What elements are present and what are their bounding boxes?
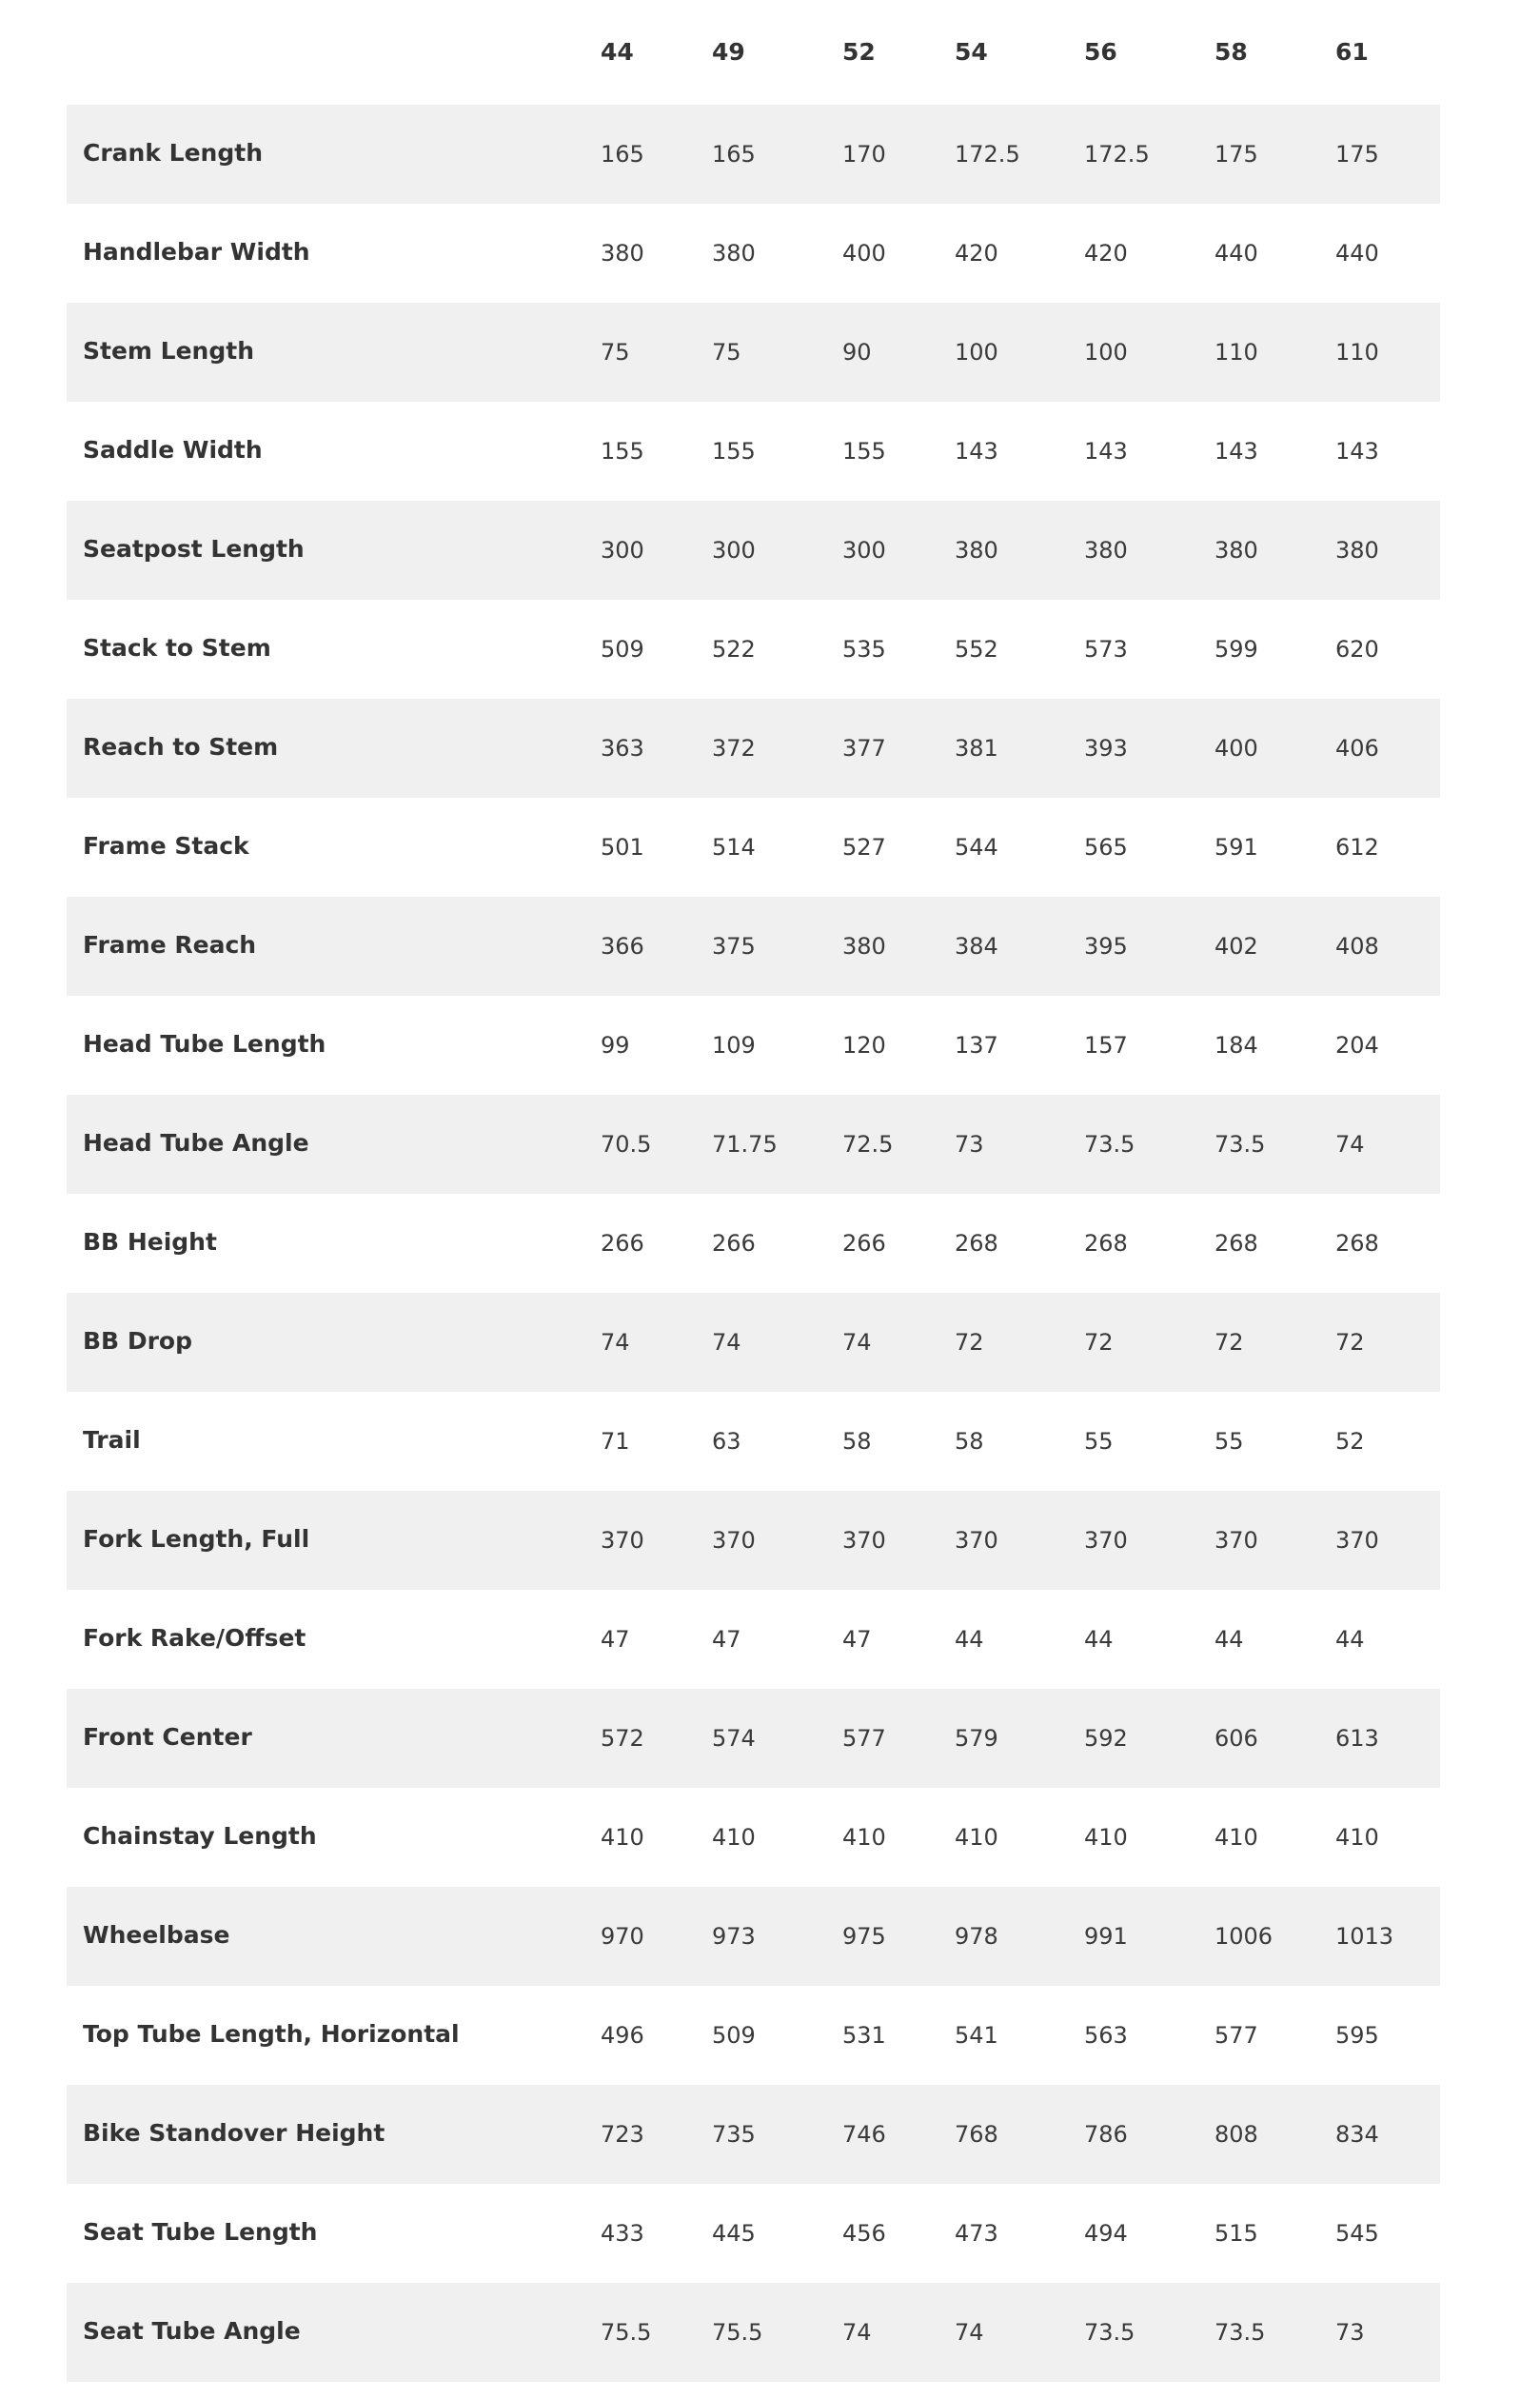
row-value: 531 [842, 2022, 886, 2049]
row-value: 473 [955, 2220, 998, 2247]
row-value: 165 [712, 141, 756, 168]
table-row [67, 1392, 1440, 1491]
row-value: 58 [842, 1428, 872, 1455]
table-row [67, 1788, 1440, 1887]
row-value: 266 [601, 1230, 644, 1257]
row-value: 155 [842, 438, 886, 465]
row-value: 768 [955, 2121, 998, 2148]
row-value: 406 [1335, 735, 1379, 762]
row-label: Stem Length [83, 336, 254, 365]
row-value: 109 [712, 1032, 756, 1059]
row-value: 72 [1214, 1329, 1244, 1356]
row-label: Top Tube Length, Horizontal [83, 2019, 460, 2048]
row-value: 44 [1335, 1626, 1365, 1653]
row-value: 440 [1335, 240, 1379, 267]
row-value: 380 [842, 933, 886, 960]
size-header: 44 [601, 38, 634, 66]
row-value: 408 [1335, 933, 1379, 960]
row-value: 137 [955, 1032, 998, 1059]
row-value: 73 [1335, 2319, 1365, 2346]
row-label: Fork Length, Full [83, 1524, 310, 1553]
row-label: Head Tube Angle [83, 1128, 309, 1157]
row-value: 175 [1214, 141, 1258, 168]
row-value: 735 [712, 2121, 756, 2148]
row-value: 268 [955, 1230, 998, 1257]
row-value: 120 [842, 1032, 886, 1059]
row-value: 410 [1335, 1824, 1379, 1851]
row-value: 175 [1335, 141, 1379, 168]
row-value: 410 [955, 1824, 998, 1851]
row-value: 73 [955, 1131, 984, 1158]
row-value: 44 [955, 1626, 984, 1653]
row-value: 143 [1214, 438, 1258, 465]
row-value: 380 [712, 240, 756, 267]
row-value: 370 [601, 1527, 644, 1554]
row-label: Trail [83, 1425, 141, 1454]
row-value: 370 [1214, 1527, 1258, 1554]
table-row [67, 204, 1440, 303]
row-value: 991 [1084, 1923, 1128, 1950]
row-value: 400 [1214, 735, 1258, 762]
row-value: 545 [1335, 2220, 1379, 2247]
row-value: 74 [842, 1329, 872, 1356]
row-value: 410 [1214, 1824, 1258, 1851]
row-value: 613 [1335, 1725, 1379, 1752]
row-value: 420 [955, 240, 998, 267]
row-value: 370 [1335, 1527, 1379, 1554]
row-value: 572 [601, 1725, 644, 1752]
table-row [67, 897, 1440, 996]
table-row [67, 501, 1440, 600]
size-header: 52 [842, 38, 876, 66]
table-row [67, 2085, 1440, 2184]
row-value: 591 [1214, 834, 1258, 861]
row-value: 400 [842, 240, 886, 267]
row-value: 514 [712, 834, 756, 861]
row-label: Head Tube Length [83, 1029, 326, 1058]
row-label: Frame Reach [83, 930, 257, 959]
row-value: 55 [1084, 1428, 1114, 1455]
row-value: 381 [955, 735, 998, 762]
row-value: 393 [1084, 735, 1128, 762]
row-label: Seatpost Length [83, 534, 305, 563]
row-value: 268 [1335, 1230, 1379, 1257]
row-value: 268 [1214, 1230, 1258, 1257]
row-value: 71.75 [712, 1131, 778, 1158]
row-value: 380 [1084, 537, 1128, 564]
row-value: 370 [842, 1527, 886, 1554]
row-value: 501 [601, 834, 644, 861]
row-value: 395 [1084, 933, 1128, 960]
row-value: 599 [1214, 636, 1258, 663]
row-value: 522 [712, 636, 756, 663]
row-value: 155 [601, 438, 644, 465]
row-value: 143 [1335, 438, 1379, 465]
row-value: 100 [955, 339, 998, 366]
size-header: 61 [1335, 38, 1369, 66]
table-row [67, 600, 1440, 699]
row-value: 72 [1084, 1329, 1114, 1356]
table-row [67, 699, 1440, 798]
row-value: 100 [1084, 339, 1128, 366]
row-label: Crank Length [83, 138, 264, 167]
row-value: 565 [1084, 834, 1128, 861]
row-value: 445 [712, 2220, 756, 2247]
row-value: 75 [601, 339, 630, 366]
row-value: 544 [955, 834, 998, 861]
row-label: Bike Standover Height [83, 2118, 385, 2147]
row-value: 509 [712, 2022, 756, 2049]
size-header: 56 [1084, 38, 1117, 66]
table-row [67, 105, 1440, 204]
row-value: 377 [842, 735, 886, 762]
table-row [67, 303, 1440, 402]
row-label: Seat Tube Length [83, 2217, 318, 2246]
row-value: 975 [842, 1923, 886, 1950]
row-value: 496 [601, 2022, 644, 2049]
row-value: 577 [842, 1725, 886, 1752]
row-value: 75 [712, 339, 741, 366]
row-value: 380 [1214, 537, 1258, 564]
row-value: 70.5 [601, 1131, 652, 1158]
row-value: 72 [1335, 1329, 1365, 1356]
row-value: 58 [955, 1428, 984, 1455]
row-value: 47 [712, 1626, 741, 1653]
row-value: 384 [955, 933, 998, 960]
geometry-table [67, 7, 1440, 2382]
row-value: 786 [1084, 2121, 1128, 2148]
table-row [67, 1986, 1440, 2085]
row-value: 370 [712, 1527, 756, 1554]
table-row [67, 2184, 1440, 2283]
row-value: 72.5 [842, 1131, 894, 1158]
row-value: 72 [955, 1329, 984, 1356]
row-value: 300 [601, 537, 644, 564]
table-body [67, 105, 1440, 2382]
row-value: 577 [1214, 2022, 1258, 2049]
table-row [67, 2283, 1440, 2382]
row-value: 63 [712, 1428, 741, 1455]
row-value: 592 [1084, 1725, 1128, 1752]
row-value: 380 [1335, 537, 1379, 564]
row-label: Saddle Width [83, 435, 263, 464]
row-value: 456 [842, 2220, 886, 2247]
row-label: Chainstay Length [83, 1821, 317, 1850]
row-value: 74 [712, 1329, 741, 1356]
table-row [67, 1095, 1440, 1194]
row-value: 74 [1335, 1131, 1365, 1158]
row-value: 73.5 [1084, 2319, 1135, 2346]
row-value: 834 [1335, 2121, 1379, 2148]
row-label: Front Center [83, 1722, 252, 1751]
row-value: 44 [1084, 1626, 1114, 1653]
row-value: 541 [955, 2022, 998, 2049]
row-value: 110 [1335, 339, 1379, 366]
row-value: 55 [1214, 1428, 1244, 1455]
row-value: 380 [955, 537, 998, 564]
row-value: 157 [1084, 1032, 1128, 1059]
row-value: 402 [1214, 933, 1258, 960]
row-value: 143 [1084, 438, 1128, 465]
row-label: Handlebar Width [83, 237, 310, 266]
row-value: 366 [601, 933, 644, 960]
row-value: 99 [601, 1032, 630, 1059]
row-value: 808 [1214, 2121, 1258, 2148]
row-value: 75.5 [601, 2319, 652, 2346]
row-value: 155 [712, 438, 756, 465]
row-value: 595 [1335, 2022, 1379, 2049]
row-value: 75.5 [712, 2319, 763, 2346]
row-value: 1006 [1214, 1923, 1273, 1950]
row-value: 494 [1084, 2220, 1128, 2247]
row-label: Stack to Stem [83, 633, 271, 662]
row-value: 170 [842, 141, 886, 168]
row-label: Frame Stack [83, 831, 249, 860]
row-value: 47 [842, 1626, 872, 1653]
row-value: 420 [1084, 240, 1128, 267]
row-value: 300 [842, 537, 886, 564]
row-value: 73.5 [1214, 2319, 1266, 2346]
size-header: 54 [955, 38, 988, 66]
row-value: 380 [601, 240, 644, 267]
row-value: 165 [601, 141, 644, 168]
size-header: 49 [712, 38, 745, 66]
row-value: 143 [955, 438, 998, 465]
row-value: 440 [1214, 240, 1258, 267]
table-row [67, 402, 1440, 501]
row-value: 47 [601, 1626, 630, 1653]
row-value: 410 [842, 1824, 886, 1851]
table-row [67, 1194, 1440, 1293]
row-label: Seat Tube Angle [83, 2316, 301, 2345]
row-value: 552 [955, 636, 998, 663]
row-value: 563 [1084, 2022, 1128, 2049]
row-value: 515 [1214, 2220, 1258, 2247]
row-value: 74 [842, 2319, 872, 2346]
row-value: 509 [601, 636, 644, 663]
table-row [67, 996, 1440, 1095]
row-value: 612 [1335, 834, 1379, 861]
row-value: 573 [1084, 636, 1128, 663]
row-value: 579 [955, 1725, 998, 1752]
row-label: Reach to Stem [83, 732, 279, 761]
row-value: 535 [842, 636, 886, 663]
row-value: 73.5 [1084, 1131, 1135, 1158]
row-value: 370 [1084, 1527, 1128, 1554]
row-label: Wheelbase [83, 1920, 230, 1949]
row-value: 71 [601, 1428, 630, 1455]
row-value: 370 [955, 1527, 998, 1554]
row-value: 52 [1335, 1428, 1365, 1455]
row-value: 723 [601, 2121, 644, 2148]
row-value: 300 [712, 537, 756, 564]
row-value: 74 [601, 1329, 630, 1356]
table-header-row [67, 7, 1440, 105]
row-value: 620 [1335, 636, 1379, 663]
row-value: 268 [1084, 1230, 1128, 1257]
row-value: 363 [601, 735, 644, 762]
row-value: 90 [842, 339, 872, 366]
row-value: 44 [1214, 1626, 1244, 1653]
row-label: Fork Rake/Offset [83, 1623, 306, 1652]
table-row [67, 798, 1440, 897]
row-value: 970 [601, 1923, 644, 1950]
size-header: 58 [1214, 38, 1248, 66]
table-row [67, 1293, 1440, 1392]
table-row [67, 1689, 1440, 1788]
table-row [67, 1887, 1440, 1986]
row-value: 433 [601, 2220, 644, 2247]
row-value: 410 [712, 1824, 756, 1851]
row-value: 410 [601, 1824, 644, 1851]
row-value: 172.5 [955, 141, 1020, 168]
row-value: 372 [712, 735, 756, 762]
row-value: 978 [955, 1923, 998, 1950]
row-value: 266 [712, 1230, 756, 1257]
row-value: 172.5 [1084, 141, 1150, 168]
table-row [67, 1491, 1440, 1590]
row-value: 606 [1214, 1725, 1258, 1752]
row-label: BB Height [83, 1227, 217, 1256]
row-value: 527 [842, 834, 886, 861]
row-value: 410 [1084, 1824, 1128, 1851]
row-value: 375 [712, 933, 756, 960]
row-value: 266 [842, 1230, 886, 1257]
row-value: 973 [712, 1923, 756, 1950]
row-value: 110 [1214, 339, 1258, 366]
row-value: 1013 [1335, 1923, 1394, 1950]
row-label: BB Drop [83, 1326, 192, 1355]
row-value: 204 [1335, 1032, 1379, 1059]
row-value: 574 [712, 1725, 756, 1752]
row-value: 74 [955, 2319, 984, 2346]
row-value: 73.5 [1214, 1131, 1266, 1158]
table-row [67, 1590, 1440, 1689]
row-value: 746 [842, 2121, 886, 2148]
row-value: 184 [1214, 1032, 1258, 1059]
